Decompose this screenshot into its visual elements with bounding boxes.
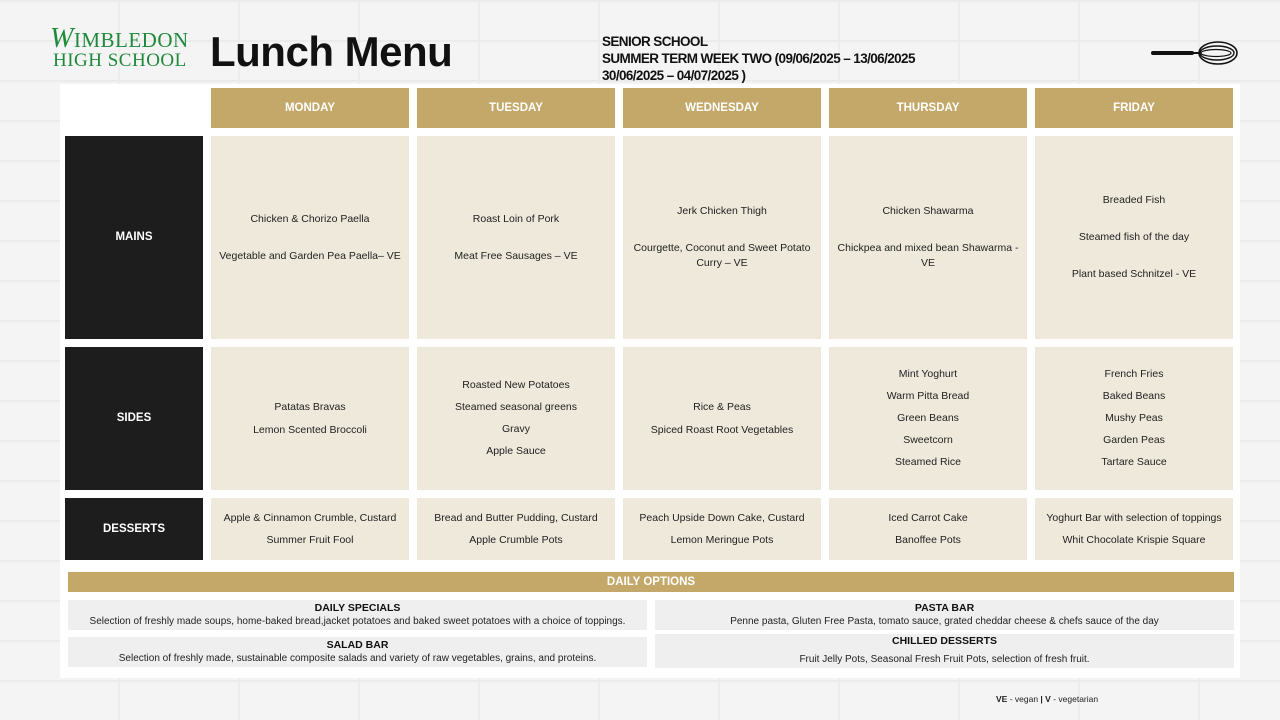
menu-item: Gravy xyxy=(501,423,530,435)
day-header-tuesday: TUESDAY xyxy=(417,88,615,128)
menu-item: Vegetable and Garden Pea Paella– VE xyxy=(219,249,401,262)
desserts-monday xyxy=(211,498,409,560)
category-mains: MAINS xyxy=(65,136,203,339)
mains-tuesday xyxy=(417,136,615,339)
menu-item: Steamed seasonal greens xyxy=(455,401,577,413)
menu-item: Jerk Chicken Thigh xyxy=(677,205,767,217)
logo-wordmark-line2: HIGH SCHOOL xyxy=(53,50,187,71)
menu-item: Iced Carrot Cake xyxy=(888,511,968,524)
term-week: SUMMER TERM WEEK TWO (09/06/2025 – 13/06/2025 xyxy=(602,51,915,66)
day-header-thursday: THURSDAY xyxy=(829,88,1027,128)
menu-item: Meat Free Sausages – VE xyxy=(454,249,578,262)
daily-specials-title: DAILY SPECIALS xyxy=(314,602,401,614)
menu-item: Chickpea and mixed bean Shawarma - VE xyxy=(837,242,1019,269)
menu-item: Baked Beans xyxy=(1102,390,1166,402)
menu-item: Apple Sauce xyxy=(486,445,546,457)
menu-item: Banoffee Pots xyxy=(895,533,961,546)
menu-item: Chicken Shawarma xyxy=(882,205,974,217)
pasta-bar-text: Penne pasta, Gluten Free Pasta, tomato sauce, grated cheddar cheese & chefs sauce of the day xyxy=(730,616,1159,627)
menu-item: Plant based Schnitzel - VE xyxy=(1071,268,1197,280)
logo-wordmark-line1: WIMBLEDON xyxy=(50,23,189,54)
desserts-wednesday xyxy=(623,498,821,560)
menu-item: Steamed Rice xyxy=(895,456,961,468)
menu-item: Rice & Peas xyxy=(693,400,751,413)
menu-item: Whit Chocolate Krispie Square xyxy=(1062,533,1206,546)
menu-item: Lemon Meringue Pots xyxy=(670,533,774,546)
menu-item: Warm Pitta Bread xyxy=(886,390,970,402)
category-desserts: DESSERTS xyxy=(65,498,203,560)
menu-item: Tartare Sauce xyxy=(1101,456,1167,468)
sides-tuesday xyxy=(417,347,615,490)
desserts-tuesday xyxy=(417,498,615,560)
menu-item: Mushy Peas xyxy=(1105,412,1163,424)
mains-friday xyxy=(1035,136,1233,339)
salad-bar-title: SALAD BAR xyxy=(326,639,389,651)
daily-specials-box xyxy=(68,600,647,630)
menu-item: Green Beans xyxy=(897,412,959,424)
term-dates: 30/06/2025 – 04/07/2025 ) xyxy=(602,68,746,83)
whisk-icon xyxy=(1150,38,1240,68)
sides-monday xyxy=(211,347,409,490)
term-school: SENIOR SCHOOL xyxy=(602,34,708,49)
salad-bar-text: Selection of freshly made, sustainable composite salads and variety of raw vegetables, grains, and proteins. xyxy=(118,653,597,664)
menu-item: French Fries xyxy=(1104,368,1164,380)
menu-item: Roasted New Potatoes xyxy=(462,379,570,391)
category-sides: SIDES xyxy=(65,347,203,490)
term-info xyxy=(602,33,915,84)
menu-item: Lemon Scented Broccoli xyxy=(253,423,367,436)
day-header-friday: FRIDAY xyxy=(1035,88,1233,128)
chilled-desserts-title: CHILLED DESSERTS xyxy=(891,635,997,647)
menu-item: Yoghurt Bar with selection of toppings xyxy=(1046,511,1222,524)
desserts-thursday xyxy=(829,498,1027,560)
chilled-desserts-box xyxy=(655,634,1234,668)
salad-bar-box xyxy=(68,637,647,667)
menu-item: Steamed fish of the day xyxy=(1078,231,1190,243)
day-header-wednesday: WEDNESDAY xyxy=(623,88,821,128)
sides-thursday xyxy=(829,347,1027,490)
day-header-monday: MONDAY xyxy=(211,88,409,128)
menu-item: Chicken & Chorizo Paella xyxy=(250,212,370,225)
mains-monday xyxy=(211,136,409,339)
menu-item: Bread and Butter Pudding, Custard xyxy=(434,511,598,524)
page-title: Lunch Menu xyxy=(210,28,453,75)
menu-item: Roast Loin of Pork xyxy=(472,212,560,225)
mains-wednesday xyxy=(623,136,821,339)
menu-item: Apple Crumble Pots xyxy=(469,533,563,546)
mains-thursday xyxy=(829,136,1027,339)
daily-options-header: DAILY OPTIONS xyxy=(68,572,1234,592)
menu-item: Summer Fruit Fool xyxy=(266,533,354,546)
menu-item: Spiced Roast Root Vegetables xyxy=(650,423,794,436)
sides-wednesday xyxy=(623,347,821,490)
desserts-friday xyxy=(1035,498,1233,560)
pasta-bar-box xyxy=(655,600,1234,630)
menu-item: Peach Upside Down Cake, Custard xyxy=(639,511,805,524)
diet-legend: VE - vegan | V - vegetarian xyxy=(996,694,1099,704)
menu-item: Mint Yoghurt xyxy=(898,368,958,380)
daily-specials-text: Selection of freshly made soups, home-baked bread,jacket potatoes and baked sweet potatoes with a choice of toppings. xyxy=(89,616,626,627)
menu-item: Courgette, Coconut and Sweet Potato Curry – VE xyxy=(633,242,811,269)
menu-item: Apple & Cinnamon Crumble, Custard xyxy=(223,511,397,524)
menu-item: Breaded Fish xyxy=(1102,194,1166,206)
chilled-desserts-text: Fruit Jelly Pots, Seasonal Fresh Fruit Pots, selection of fresh fruit. xyxy=(799,654,1090,665)
menu-item: Patatas Bravas xyxy=(274,400,346,413)
sides-friday xyxy=(1035,347,1233,490)
menu-item: Sweetcorn xyxy=(903,434,953,446)
menu-item: Garden Peas xyxy=(1103,434,1165,446)
pasta-bar-title: PASTA BAR xyxy=(914,602,975,614)
